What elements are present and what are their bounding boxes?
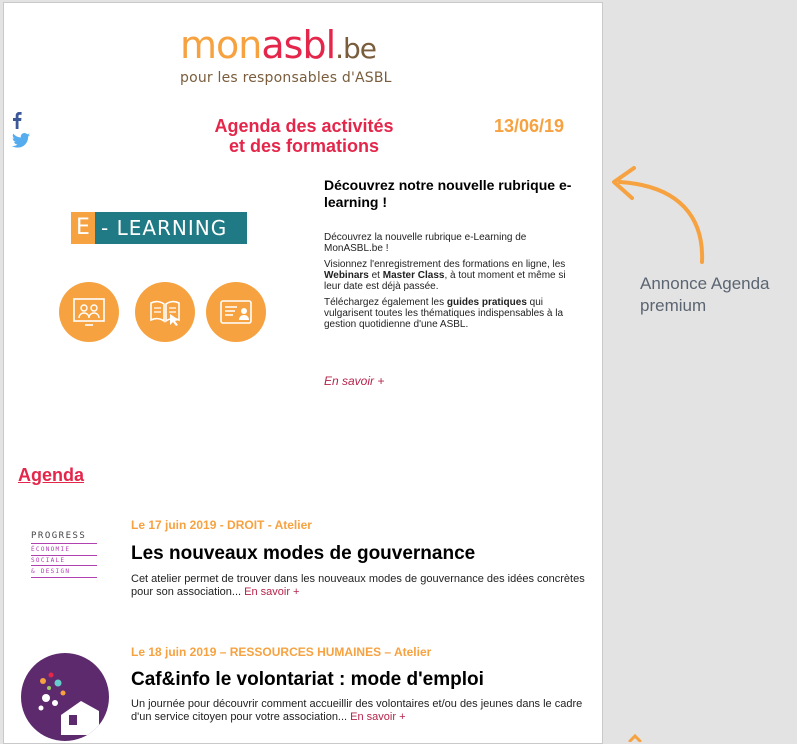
twitter-icon[interactable] bbox=[12, 133, 30, 148]
progress-logo-bars: ÉCONOMIE SOCIALE & DESIGN bbox=[31, 543, 97, 578]
social-links bbox=[12, 111, 30, 148]
header-date: 13/06/19 bbox=[494, 116, 565, 136]
promo-paragraph-2: Visionnez l'enregistrement des formations en ligne, les Webinars et Master Class, à tout moment et même si leur date est déjà passée. bbox=[324, 259, 566, 292]
progress-logo-title: PROGRESS bbox=[31, 531, 87, 541]
event-2-description: Un journée pour découvrir comment accueillir des volontaires et/ou des jeunes dans le cadre d'un service citoyen pour votre association... En savoir + bbox=[131, 698, 583, 723]
elearning-badge-text: - LEARNING bbox=[95, 212, 247, 244]
webinar-people-icon[interactable] bbox=[59, 282, 119, 342]
header-title-line2: et des formations bbox=[228, 136, 380, 156]
cafinfo-logo[interactable] bbox=[21, 653, 109, 741]
event-1-title[interactable]: Les nouveaux modes de gouvernance bbox=[131, 543, 476, 564]
book-click-icon[interactable] bbox=[135, 282, 195, 342]
annotation-arrow-partial bbox=[628, 734, 642, 742]
facebook-icon[interactable] bbox=[12, 111, 22, 129]
event-1-more-link[interactable]: En savoir + bbox=[244, 586, 300, 598]
event-2-more-link[interactable]: En savoir + bbox=[350, 711, 406, 723]
promo-paragraph-3: Téléchargez également les guides pratiques qui vulgarisent toutes les thématiques indispensables à la gestion quotidienne d'une ASBL. bbox=[324, 297, 564, 330]
monasbl-logo[interactable] bbox=[180, 25, 440, 86]
event-2-title[interactable]: Caf&info le volontariat : mode d'emploi bbox=[131, 669, 484, 690]
logo-be: .be bbox=[335, 32, 377, 65]
promo-body bbox=[324, 232, 584, 335]
logo-mon: mon bbox=[180, 23, 262, 67]
event-2-date: Le 18 juin 2019 – RESSOURCES HUMAINES – Atelier bbox=[131, 645, 432, 659]
elearning-badge-e: E bbox=[71, 212, 95, 244]
annotation-arrow bbox=[600, 158, 720, 268]
header-title bbox=[194, 116, 414, 156]
elearning-badge[interactable] bbox=[71, 212, 247, 244]
event-1-description: Cet atelier permet de trouver dans les nouveaux modes de gouvernance des idées concrètes pour son association... En savoir + bbox=[131, 573, 585, 598]
event-1-date: Le 17 juin 2019 - DROIT - Atelier bbox=[131, 518, 312, 532]
promo-more-link[interactable]: En savoir + bbox=[324, 374, 385, 388]
certificate-card-icon[interactable] bbox=[206, 282, 266, 342]
promo-title: Découvrez notre nouvelle rubrique e-learning ! bbox=[324, 177, 572, 210]
annotation-label-line1: Annonce Agenda bbox=[640, 274, 770, 293]
annotation-label bbox=[640, 273, 790, 317]
promo-paragraph-1: Découvrez la nouvelle rubrique e-Learning de MonASBL.be ! bbox=[324, 232, 527, 254]
logo-asbl: asbl bbox=[261, 23, 336, 67]
progress-logo[interactable] bbox=[31, 531, 97, 578]
agenda-heading[interactable]: Agenda bbox=[18, 465, 85, 485]
header-title-line1: Agenda des activités bbox=[214, 116, 394, 136]
annotation-label-line2: premium bbox=[640, 296, 707, 315]
logo-tagline: pour les responsables d'ASBL bbox=[180, 70, 392, 86]
newsletter-email bbox=[3, 2, 603, 744]
